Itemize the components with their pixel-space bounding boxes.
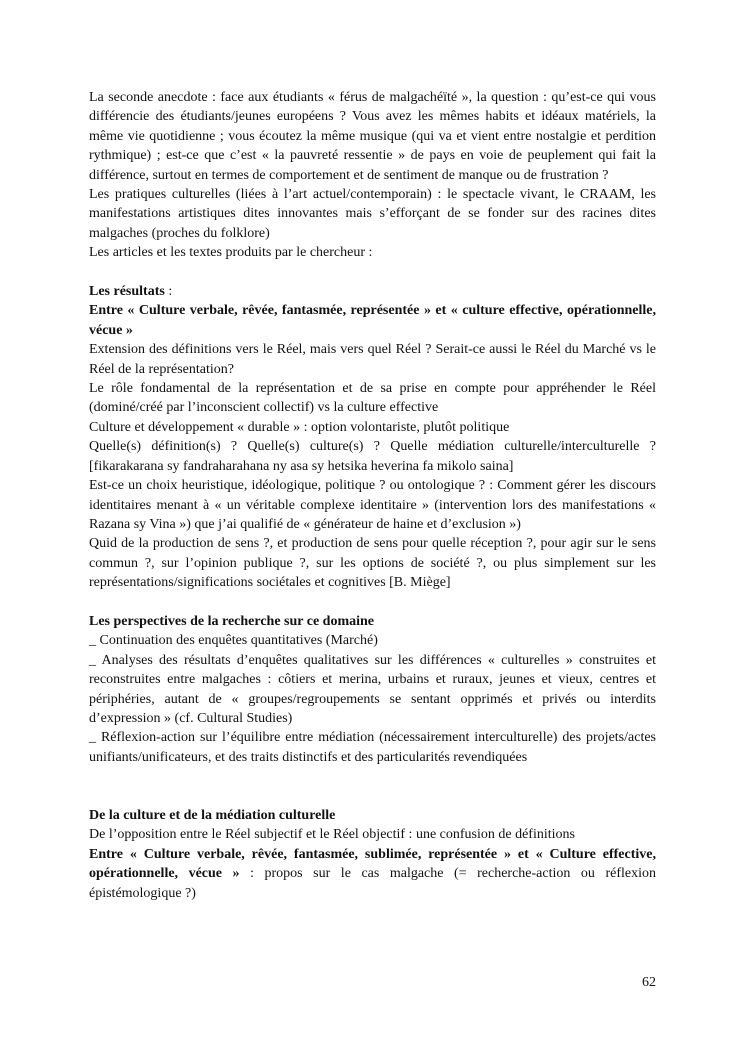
results-paragraph-2: Le rôle fondamental de la représentation et de sa prise en compte pour appréhender le Réel (dominé/créé par l’inconscient collectif) vs la culture effective [89, 381, 656, 416]
spacer [89, 263, 656, 282]
perspectives-item-1: _ Continuation des enquêtes quantitatives (Marché) [89, 633, 378, 649]
results-subheading: Entre « Culture verbale, rêvée, fantasmée, représentée » et « culture effective, opérationnelle, vécue » [89, 303, 656, 338]
perspectives-item-3: _ Réflexion-action sur l’équilibre entre médiation (nécessairement interculturelle) des projets/actes unifiants/unificateurs, et des traits distinctifs et des particularités revendiquées [89, 730, 656, 765]
mediation-paragraph-1: De l’opposition entre le Réel subjectif et le Réel objectif : une confusion de définitions [89, 827, 575, 843]
anecdote-paragraph: La seconde anecdote : face aux étudiants « férus de malgachéïté », la question : qu’est-ce qui vous différencie des étudiants/jeunes européens ? Vous avez les mêmes habits et idéaux matériels, la même vie quotidienne ; vous écoutez la même musique (qui va et vient entre nostalgie et perdition rythmique) ; est-ce que c’est « la pauvreté ressentie » de pays en voie de peuplement qui fait la différence, surtout en termes de comportement et de sentiment de manque ou de frustration ? [89, 90, 656, 183]
document-page [89, 88, 656, 903]
results-heading-suffix: : [164, 284, 173, 300]
perspectives-heading: Les perspectives de la recherche sur ce domaine [89, 613, 375, 629]
results-heading-line [89, 282, 656, 301]
results-paragraph-4: Quelle(s) définition(s) ? Quelle(s) culture(s) ? Quelle médiation culturelle/interculturelle ? [fikarakarana sy fandraharahana ny asa sy hetsika heverina fa mikolo saina] [89, 439, 656, 474]
articles-paragraph: Les articles et les textes produits par le chercheur : [89, 245, 373, 261]
results-paragraph-3: Culture et développement « durable » : option volontariste, plutôt politique [89, 419, 510, 435]
perspectives-item-2: _ Analyses des résultats d’enquêtes qualitatives sur les différences « culturelles » construites et reconstruites entre malgaches : côtiers et merina, urbains et ruraux, jeunes et vieux, centres et périphéries, autant de « groupes/regroupements se sentant opprimés et privés ou interdits d’expression » (cf. Cultural Studies) [89, 652, 656, 726]
spacer [89, 593, 656, 612]
cultural-practices-paragraph: Les pratiques culturelles (liées à l’art actuel/contemporain) : le spectacle vivant, le CRAAM, les manifestations artistiques dites innovantes mais s’efforçant de se fonder sur des racines dites malgaches (proches du folklore) [89, 187, 656, 241]
results-paragraph-6: Quid de la production de sens ?, et production de sens pour quelle réception ?, pour agir sur le sens commun ?, sur l’opinion publique ?, sur les options de société ?, ou plus simplement sur les représentations/significations sociétales et cognitives [B. Miège] [89, 536, 656, 591]
mediation-subheading-line [89, 845, 656, 903]
page-number: 62 [642, 975, 656, 990]
results-paragraph-5: Est-ce un choix heuristique, idéologique, politique ? ou ontologique ? : Comment gérer les discours identitaires menant à « un véritable complexe identitaire » (intervention lors des manifestations « Razana sy Vina ») que j’ai qualifié de « générateur de haine et d’exclusion ») [89, 478, 656, 532]
results-heading: Les résultats [89, 284, 165, 300]
mediation-heading: De la culture et de la médiation culturelle [89, 807, 336, 823]
results-paragraph-1: Extension des définitions vers le Réel, mais vers quel Réel ? Serait-ce aussi le Réel du Marché vs le Réel de la représentation? [89, 342, 656, 377]
mediation-subheading: Entre « Culture verbale, rêvée, fantasmée, sublimée, représentée » et « Culture effective, opérationnelle, vécue » [89, 846, 656, 882]
spacer [89, 767, 656, 806]
mediation-subheading-rest: : propos sur le cas malgache (= recherche-action ou réflexion épistémologique ?) [89, 866, 656, 901]
